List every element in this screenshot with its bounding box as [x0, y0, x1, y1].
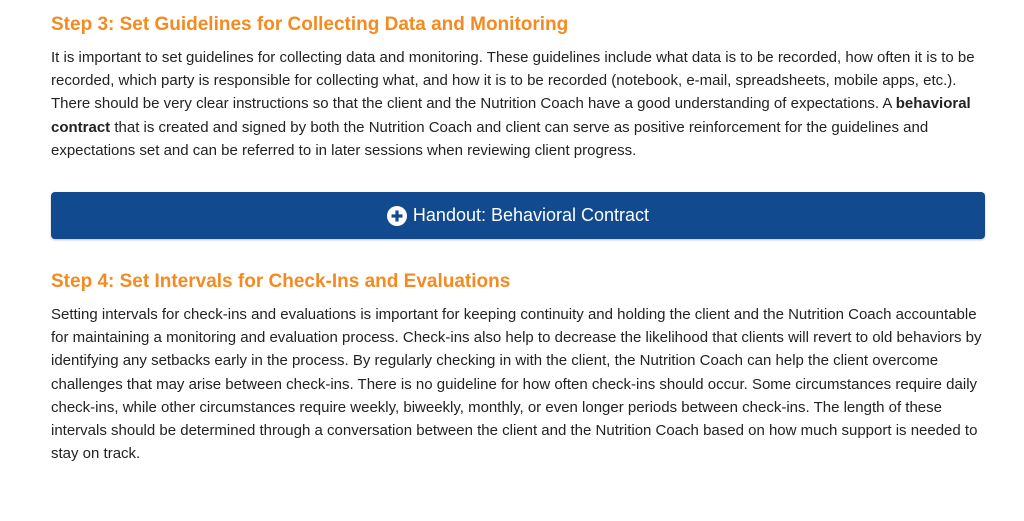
step3-heading: Step 3: Set Guidelines for Collecting Data and Monitoring — [51, 14, 569, 35]
handout-behavioral-contract-button[interactable] — [51, 192, 985, 239]
step3-paragraph — [51, 46, 987, 162]
plus-circle-icon — [387, 206, 407, 226]
step3-text-start: It is important to set guidelines for collecting data and monitoring. These guidelines include what data is to be recorded, how often it is to be recorded, which party is responsible for collecting what, and how it is to be recorded (notebook, e-mail, spreadsheets, mobile apps, etc.). There should be very clear instructions so that the client and the Nutrition Coach have a good understanding of expectations. A — [51, 49, 975, 113]
behavioral-contract-term: behavioral contract — [51, 95, 971, 136]
step3-text-end: that is created and signed by both the Nutrition Coach and client can serve as positive reinforcement for the guidelines and expectations set and can be referred to in later sessions when reviewing client progress. — [51, 118, 929, 159]
step4-heading: Step 4: Set Intervals for Check-Ins and Evaluations — [51, 271, 511, 293]
handout-button-label: Handout: Behavioral Contract — [412, 205, 650, 226]
step4-paragraph: Setting intervals for check-ins and evaluations is important for keeping continuity and holding the client and the Nutrition Coach accountable for maintaining a monitoring and evaluation process. Check-ins also help to decrease the likelihood that clients will revert to old behaviors by identifying any setbacks early in the process. By regularly checking in with the client, the Nutrition Coach can help the client overcome challenges that may arise between check-ins. There is no guideline for how often check-ins should occur. Some circumstances require daily check-ins, while other circumstances require weekly, biweekly, monthly, or even longer periods between check-ins. The length of these intervals should be determined through a conversation between the client and the Nutrition Coach based on how much support is needed to stay on track. — [51, 306, 982, 463]
article-content — [51, 12, 987, 465]
